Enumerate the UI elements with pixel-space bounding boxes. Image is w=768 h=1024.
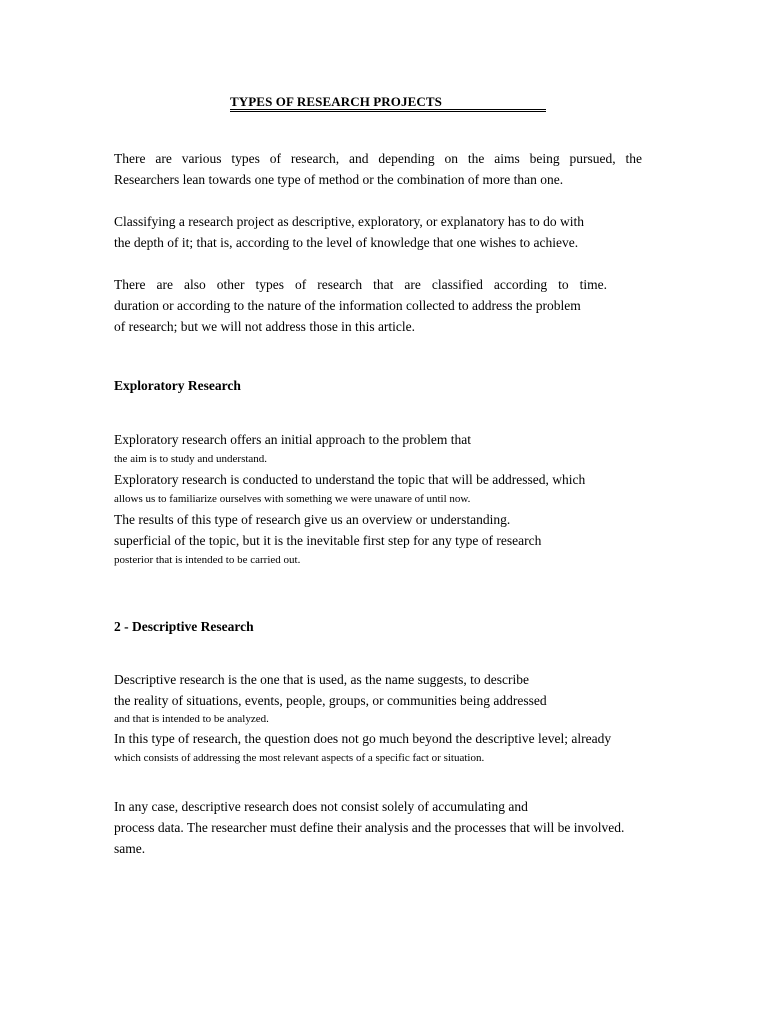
document-title-block <box>230 94 546 116</box>
classifying-paragraph <box>114 211 642 253</box>
intro-paragraph <box>114 148 642 190</box>
text-line: Researchers lean towards one type of method or the combination of more than one. <box>114 172 564 187</box>
exploratory-heading: Exploratory Research <box>114 378 241 393</box>
text-line: posterior that is intended to be carried out. <box>114 554 301 566</box>
any-case-paragraph <box>114 796 674 859</box>
text-line: In this type of research, the question does not go much beyond the descriptive level; already <box>114 731 612 746</box>
text-line: allows us to familiarize ourselves with something we were unaware of until now. <box>114 493 471 505</box>
exploratory-paragraph <box>114 429 642 570</box>
title-double-underline <box>230 111 546 112</box>
text-line: which consists of addressing the most relevant aspects of a specific fact or situation. <box>114 752 485 764</box>
text-line: the aim is to study and understand. <box>114 453 268 465</box>
text-line: Classifying a research project as descriptive, exploratory, or explanatory has to do with <box>114 214 584 229</box>
text-line: Descriptive research is the one that is used, as the name suggests, to describe <box>114 672 529 687</box>
text-line: process data. The researcher must define their analysis and the processes that will be involved. <box>114 820 625 835</box>
text-line: The results of this type of research give us an overview or understanding. <box>114 512 511 527</box>
text-line: of research; but we will not address those in this article. <box>114 319 416 334</box>
other-types-paragraph <box>114 274 607 337</box>
text-line: the reality of situations, events, people, groups, or communities being addressed <box>114 693 547 708</box>
text-line: There are also other types of research that are classified according to time. <box>114 277 607 292</box>
text-line: the depth of it; that is, according to the level of knowledge that one wishes to achieve. <box>114 235 579 250</box>
text-line: In any case, descriptive research does not consist solely of accumulating and <box>114 799 528 814</box>
text-line: duration or according to the nature of the information collected to address the problem <box>114 298 581 313</box>
text-line: and that is intended to be analyzed. <box>114 713 269 725</box>
text-line: Exploratory research is conducted to understand the topic that will be addressed, which <box>114 472 586 487</box>
text-line: Exploratory research offers an initial approach to the problem that <box>114 432 471 447</box>
descriptive-paragraph <box>114 669 642 768</box>
text-line: There are various types of research, and depending on the aims being pursued, the <box>114 151 642 166</box>
document-title: TYPES OF RESEARCH PROJECTS <box>230 94 442 109</box>
descriptive-heading: 2 - Descriptive Research <box>114 619 254 634</box>
text-line: same. <box>114 841 146 856</box>
title-underline <box>230 109 546 110</box>
text-line: superficial of the topic, but it is the inevitable first step for any type of research <box>114 533 542 548</box>
